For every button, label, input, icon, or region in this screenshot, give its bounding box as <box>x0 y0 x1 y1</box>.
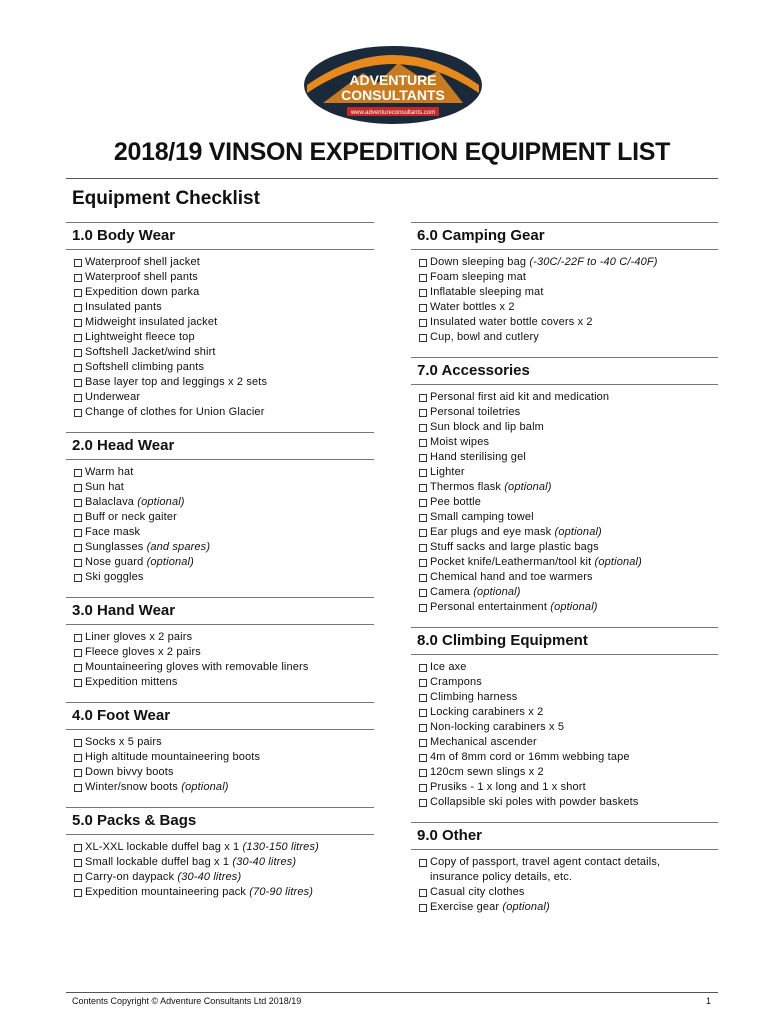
checklist-item <box>74 465 374 480</box>
item-text: Exercise gear <box>430 901 503 913</box>
checklist-heading: Equipment Checklist <box>72 188 260 209</box>
checklist-item <box>74 645 374 660</box>
checklist-item <box>74 570 374 585</box>
item-text: Non-locking carabiners x 5 <box>430 721 565 733</box>
checklist-item <box>419 405 718 420</box>
equipment-section <box>66 807 374 906</box>
item-text: Face mask <box>85 526 141 538</box>
checklist-item <box>419 795 718 810</box>
checkbox-icon[interactable] <box>419 859 427 867</box>
item-text: Stuff sacks and large plastic bags <box>430 541 599 553</box>
item-text: Carry-on daypack <box>85 871 178 883</box>
checklist-item <box>419 570 718 585</box>
checkbox-icon[interactable] <box>74 334 82 342</box>
checkbox-icon[interactable] <box>74 664 82 672</box>
checklist-item <box>419 600 718 615</box>
checklist-item <box>74 315 374 330</box>
item-text: Pocket knife/Leatherman/tool kit <box>430 556 595 568</box>
item-text: Small lockable duffel bag x 1 <box>85 856 233 868</box>
item-text: Casual city clothes <box>430 886 525 898</box>
checkbox-icon[interactable] <box>419 514 427 522</box>
checkbox-icon[interactable] <box>419 424 427 432</box>
item-text: Sun hat <box>85 481 124 493</box>
item-text: Personal toiletries <box>430 406 521 418</box>
equipment-section <box>66 432 374 591</box>
section-heading: 6.0 Camping Gear <box>411 222 718 250</box>
checklist-item <box>74 750 374 765</box>
checklist-item <box>74 525 374 540</box>
checklist-item <box>74 555 374 570</box>
item-text: Small camping towel <box>430 511 534 523</box>
checklist-item <box>74 360 374 375</box>
checkbox-icon[interactable] <box>74 469 82 477</box>
checklist-item <box>419 885 718 900</box>
item-list <box>66 835 374 906</box>
checkbox-icon[interactable] <box>419 904 427 912</box>
item-text: Crampons <box>430 676 482 688</box>
item-note: (70-90 litres) <box>249 886 314 898</box>
checklist-item <box>419 390 718 405</box>
checkbox-icon[interactable] <box>74 634 82 642</box>
section-heading: 4.0 Foot Wear <box>66 702 374 730</box>
page-title: 2018/19 VINSON EXPEDITION EQUIPMENT LIST <box>113 138 671 166</box>
checkbox-icon[interactable] <box>74 364 82 372</box>
item-note: (optional) <box>181 781 229 793</box>
item-note: (optional) <box>594 556 642 568</box>
checkbox-icon[interactable] <box>419 304 427 312</box>
checkbox-icon[interactable] <box>74 769 82 777</box>
checklist-item <box>419 315 718 330</box>
item-text: Hand sterilising gel <box>430 451 526 463</box>
checkbox-icon[interactable] <box>74 679 82 687</box>
checklist-item <box>74 345 374 360</box>
checklist-item <box>74 495 374 510</box>
checkbox-icon[interactable] <box>419 664 427 672</box>
item-note: (30-40 litres) <box>177 871 242 883</box>
checklist-item <box>74 630 374 645</box>
item-text: Water bottles x 2 <box>430 301 515 313</box>
checkbox-icon[interactable] <box>74 379 82 387</box>
checkbox-icon[interactable] <box>74 259 82 267</box>
item-text: Balaclava <box>85 496 138 508</box>
checklist-item <box>419 750 718 765</box>
checkbox-icon[interactable] <box>74 304 82 312</box>
checklist-item <box>419 420 718 435</box>
checkbox-icon[interactable] <box>419 739 427 747</box>
checkbox-icon[interactable] <box>419 499 427 507</box>
item-text: Chemical hand and toe warmers <box>430 571 593 583</box>
item-text: Lightweight fleece top <box>85 331 195 343</box>
checklist-item <box>74 765 374 780</box>
checkbox-icon[interactable] <box>74 484 82 492</box>
checkbox-icon[interactable] <box>419 889 427 897</box>
equipment-section <box>411 627 718 816</box>
checkbox-icon[interactable] <box>419 724 427 732</box>
item-note: (optional) <box>137 496 185 508</box>
adventure-consultants-logo <box>303 45 483 125</box>
item-text: Sunglasses <box>85 541 147 553</box>
checklist-item <box>419 735 718 750</box>
checklist-item <box>419 480 718 495</box>
checklist-item <box>74 675 374 690</box>
checklist-item <box>74 390 374 405</box>
checkbox-icon[interactable] <box>419 799 427 807</box>
item-note: (optional) <box>504 481 552 493</box>
checklist-item <box>419 465 718 480</box>
checklist-item <box>419 255 718 270</box>
item-text: Winter/snow boots <box>85 781 182 793</box>
checkbox-icon[interactable] <box>74 859 82 867</box>
item-list <box>411 385 718 621</box>
logo-line2: CONSULTANTS <box>341 87 445 103</box>
checklist-item <box>74 840 374 855</box>
checklist-item <box>419 585 718 600</box>
equipment-section <box>66 222 374 426</box>
item-text: Socks x 5 pairs <box>85 736 162 748</box>
checkbox-icon[interactable] <box>419 274 427 282</box>
checklist-item <box>419 780 718 795</box>
item-text: 4m of 8mm cord or 16mm webbing tape <box>430 751 630 763</box>
checklist-item <box>419 660 718 675</box>
item-text: Expedition down parka <box>85 286 200 298</box>
checklist-item <box>419 510 718 525</box>
checklist-item <box>419 450 718 465</box>
checklist-item <box>419 330 718 345</box>
item-text: Copy of passport, travel agent contact details, <box>430 856 661 868</box>
checklist-item <box>74 255 374 270</box>
checkbox-icon[interactable] <box>74 274 82 282</box>
checklist-item <box>74 375 374 390</box>
checklist-item <box>74 330 374 345</box>
item-text: Expedition mittens <box>85 676 178 688</box>
item-list <box>411 850 718 921</box>
item-list <box>66 250 374 426</box>
checkbox-icon[interactable] <box>74 529 82 537</box>
checklist-item <box>419 900 718 915</box>
section-heading: 7.0 Accessories <box>411 357 718 385</box>
item-text: Cup, bowl and cutlery <box>430 331 539 343</box>
checkbox-icon[interactable] <box>74 754 82 762</box>
item-note: (30-40 litres) <box>232 856 297 868</box>
checklist-item <box>74 855 374 870</box>
item-text: Liner gloves x 2 pairs <box>85 631 193 643</box>
checkbox-icon[interactable] <box>419 784 427 792</box>
item-note: (optional) <box>502 901 550 913</box>
checkbox-icon[interactable] <box>419 589 427 597</box>
checkbox-icon[interactable] <box>74 889 82 897</box>
equipment-section <box>66 597 374 696</box>
checklist-item <box>419 555 718 570</box>
checkbox-icon[interactable] <box>74 784 82 792</box>
checkbox-icon[interactable] <box>74 349 82 357</box>
checkbox-icon[interactable] <box>419 334 427 342</box>
checklist-item <box>74 870 374 885</box>
item-note: (optional) <box>554 526 602 538</box>
item-text: Personal entertainment <box>430 601 551 613</box>
checkbox-icon[interactable] <box>74 844 82 852</box>
item-list <box>411 250 718 351</box>
checklist-item <box>419 855 718 885</box>
right-column <box>411 222 718 921</box>
checkbox-icon[interactable] <box>419 319 427 327</box>
item-text: High altitude mountaineering boots <box>85 751 261 763</box>
footer-divider <box>66 992 718 993</box>
checkbox-icon[interactable] <box>419 454 427 462</box>
checklist-item <box>74 270 374 285</box>
item-note: (and spares) <box>146 541 211 553</box>
item-text: Warm hat <box>85 466 134 478</box>
checklist-item <box>419 720 718 735</box>
checklist-item <box>74 510 374 525</box>
item-text: Base layer top and leggings x 2 sets <box>85 376 268 388</box>
checklist-item <box>419 675 718 690</box>
item-text: Softshell Jacket/wind shirt <box>85 346 216 358</box>
item-text: Midweight insulated jacket <box>85 316 218 328</box>
item-list <box>66 625 374 696</box>
item-text: Down bivvy boots <box>85 766 174 778</box>
item-list <box>411 655 718 816</box>
equipment-section <box>66 702 374 801</box>
checklist-item <box>419 270 718 285</box>
logo-line1: ADVENTURE <box>349 72 437 88</box>
item-text: Locking carabiners x 2 <box>430 706 544 718</box>
item-text: 120cm sewn slings x 2 <box>430 766 544 778</box>
checkbox-icon[interactable] <box>419 439 427 447</box>
item-text: Waterproof shell pants <box>85 271 198 283</box>
checkbox-icon[interactable] <box>419 409 427 417</box>
item-text: Expedition mountaineering pack <box>85 886 250 898</box>
checkbox-icon[interactable] <box>419 544 427 552</box>
checkbox-icon[interactable] <box>74 289 82 297</box>
checkbox-icon[interactable] <box>74 559 82 567</box>
item-text: Ski goggles <box>85 571 144 583</box>
item-text: Mountaineering gloves with removable liners <box>85 661 309 673</box>
item-list <box>66 460 374 591</box>
section-heading: 2.0 Head Wear <box>66 432 374 460</box>
footer-page-number: 1 <box>706 996 712 1006</box>
item-text: Inflatable sleeping mat <box>430 286 544 298</box>
checkbox-icon[interactable] <box>419 394 427 402</box>
section-heading: 5.0 Packs & Bags <box>66 807 374 835</box>
item-note: (130-150 litres) <box>242 841 319 853</box>
title-divider <box>66 178 718 179</box>
item-text: Sun block and lip balm <box>430 421 544 433</box>
checkbox-icon[interactable] <box>419 469 427 477</box>
item-text: Moist wipes <box>430 436 490 448</box>
item-note: (optional) <box>473 586 521 598</box>
checklist-item <box>74 660 374 675</box>
item-text: Nose guard <box>85 556 147 568</box>
item-text: Prusiks - 1 x long and 1 x short <box>430 781 586 793</box>
checklist-item <box>419 765 718 780</box>
item-text-continued: insurance policy details, etc. <box>430 871 573 883</box>
item-text: Collapsible ski poles with powder baskets <box>430 796 639 808</box>
item-text: Personal first aid kit and medication <box>430 391 610 403</box>
checkbox-icon[interactable] <box>419 484 427 492</box>
checkbox-icon[interactable] <box>74 499 82 507</box>
checkbox-icon[interactable] <box>74 544 82 552</box>
item-text: Thermos flask <box>430 481 505 493</box>
checkbox-icon[interactable] <box>74 319 82 327</box>
item-text: Lighter <box>430 466 465 478</box>
item-text: Insulated water bottle covers x 2 <box>430 316 593 328</box>
checkbox-icon[interactable] <box>74 874 82 882</box>
checklist-item <box>74 885 374 900</box>
checkbox-icon[interactable] <box>74 574 82 582</box>
item-text: Down sleeping bag <box>430 256 530 268</box>
checklist-item <box>419 540 718 555</box>
equipment-section <box>411 357 718 621</box>
checkbox-icon[interactable] <box>419 694 427 702</box>
item-text: Change of clothes for Union Glacier <box>85 406 265 418</box>
checkbox-icon[interactable] <box>419 529 427 537</box>
checklist-item <box>419 525 718 540</box>
item-text: Waterproof shell jacket <box>85 256 200 268</box>
checkbox-icon[interactable] <box>419 259 427 267</box>
item-text: Fleece gloves x 2 pairs <box>85 646 201 658</box>
checklist-item <box>419 690 718 705</box>
left-column <box>66 222 374 906</box>
section-heading: 3.0 Hand Wear <box>66 597 374 625</box>
checkbox-icon[interactable] <box>74 514 82 522</box>
checklist-item <box>74 735 374 750</box>
section-heading: 8.0 Climbing Equipment <box>411 627 718 655</box>
item-note: (optional) <box>146 556 194 568</box>
equipment-section <box>411 222 718 351</box>
checkbox-icon[interactable] <box>74 409 82 417</box>
item-text: Climbing harness <box>430 691 518 703</box>
item-list <box>66 730 374 801</box>
logo-url: www.adventureconsultants.com <box>350 110 436 116</box>
item-text: Ice axe <box>430 661 467 673</box>
checklist-item <box>74 405 374 420</box>
item-text: Softshell climbing pants <box>85 361 205 373</box>
checkbox-icon[interactable] <box>419 604 427 612</box>
checklist-item <box>74 780 374 795</box>
item-text: Foam sleeping mat <box>430 271 527 283</box>
checkbox-icon[interactable] <box>419 574 427 582</box>
checkbox-icon[interactable] <box>74 394 82 402</box>
checklist-item <box>74 540 374 555</box>
checklist-item <box>419 495 718 510</box>
checklist-item <box>419 705 718 720</box>
checklist-item <box>419 285 718 300</box>
checkbox-icon[interactable] <box>419 769 427 777</box>
item-text: Buff or neck gaiter <box>85 511 177 523</box>
checklist-item <box>419 300 718 315</box>
item-note: (optional) <box>550 601 598 613</box>
checkbox-icon[interactable] <box>419 754 427 762</box>
footer-copyright: Contents Copyright © Adventure Consultants Ltd 2018/19 <box>72 996 302 1006</box>
checkbox-icon[interactable] <box>419 709 427 717</box>
checkbox-icon[interactable] <box>74 739 82 747</box>
item-text: Camera <box>430 586 474 598</box>
item-text: Insulated pants <box>85 301 162 313</box>
checkbox-icon[interactable] <box>74 649 82 657</box>
equipment-section <box>411 822 718 921</box>
item-text: Pee bottle <box>430 496 482 508</box>
item-note: (-30C/-22F to -40 C/-40F) <box>529 256 658 268</box>
checkbox-icon[interactable] <box>419 559 427 567</box>
section-heading: 9.0 Other <box>411 822 718 850</box>
checklist-item <box>74 285 374 300</box>
item-text: Ear plugs and eye mask <box>430 526 555 538</box>
checklist-item <box>74 480 374 495</box>
item-text: Mechanical ascender <box>430 736 537 748</box>
item-text: XL-XXL lockable duffel bag x 1 <box>85 841 243 853</box>
checkbox-icon[interactable] <box>419 679 427 687</box>
section-heading: 1.0 Body Wear <box>66 222 374 250</box>
checklist-item <box>74 300 374 315</box>
checklist-item <box>419 435 718 450</box>
checkbox-icon[interactable] <box>419 289 427 297</box>
item-text: Underwear <box>85 391 141 403</box>
